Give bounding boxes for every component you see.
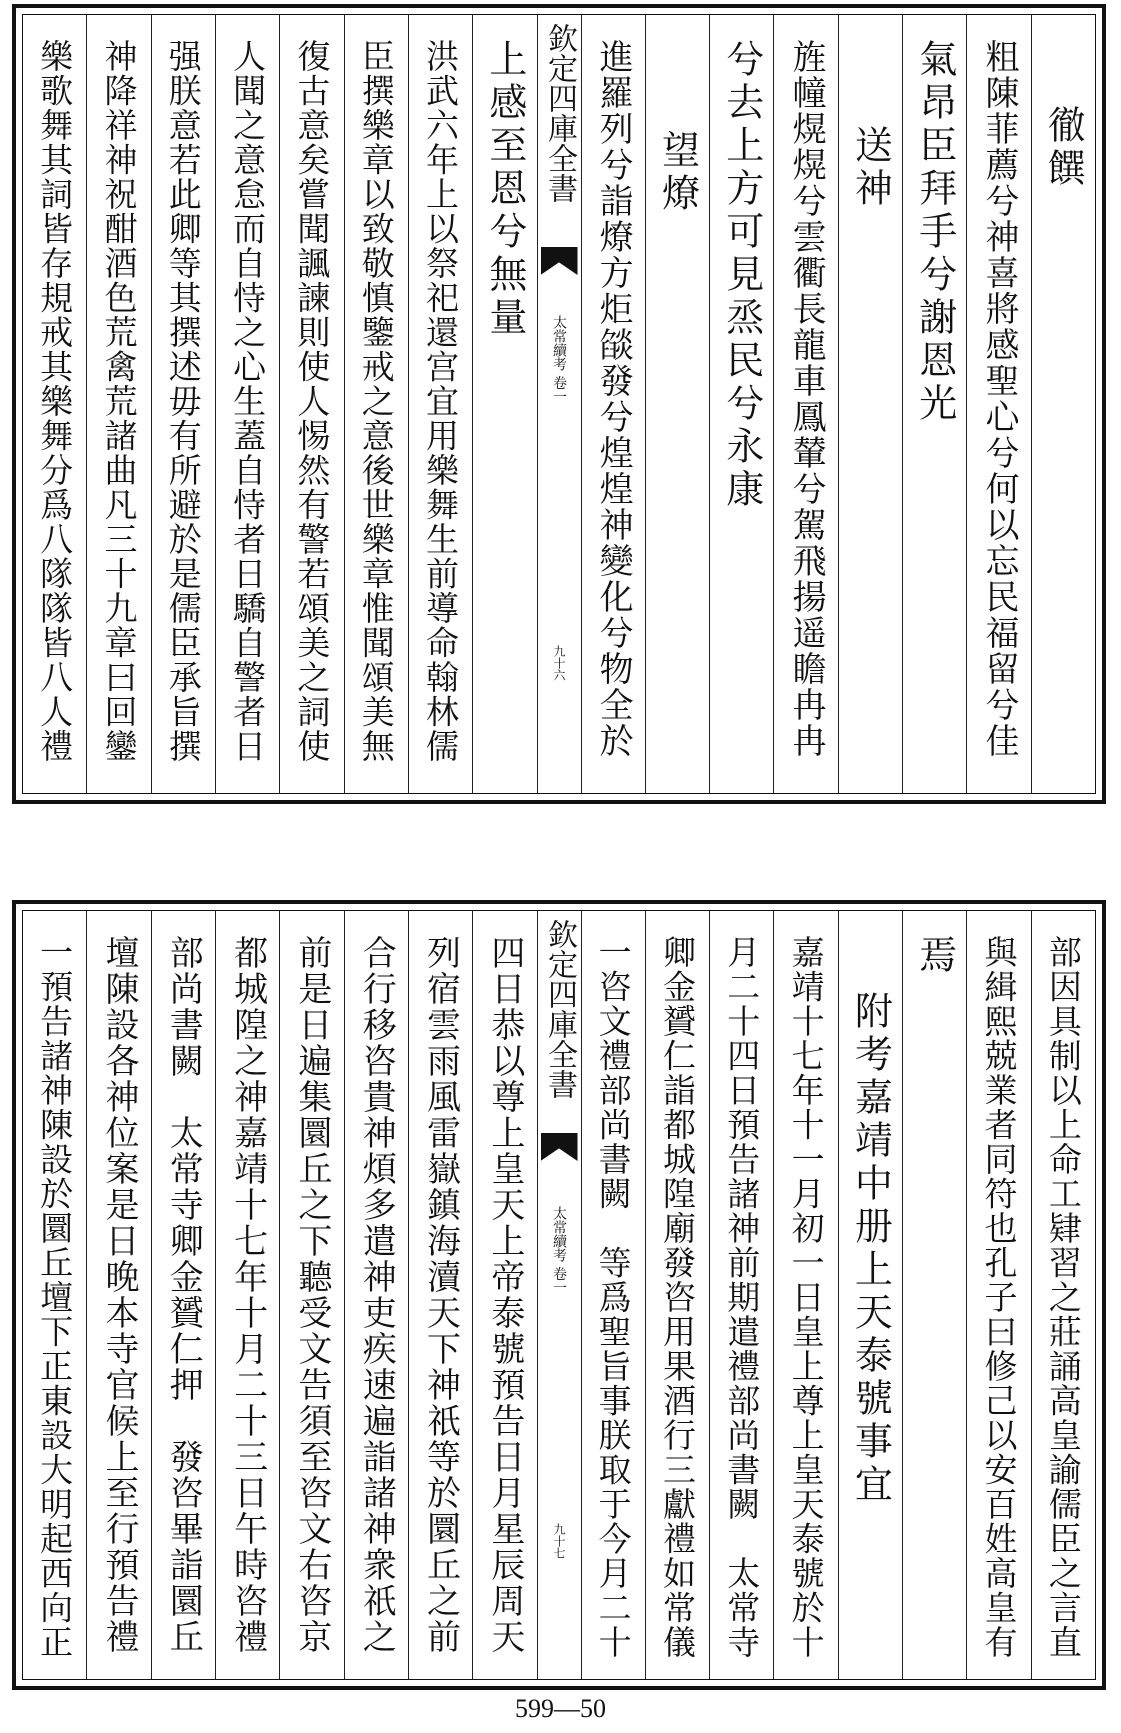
column-text: 旌幢熀熀兮雲衢長龍車鳳輦兮駕飛揚遥瞻冉冉 (786, 39, 827, 759)
column-text: 卿金贇仁詣都城隍廟發咨用果酒行三獻禮如常儀 (657, 935, 697, 1660)
column-text: 進羅列兮詣燎方炬燄發兮煌煌神變化兮物全於 (593, 39, 634, 759)
column-text: 嘉靖十七年十一月初一日皇上尊上皇天泰號於十 (786, 935, 826, 1660)
column-text: 人聞之意怠而自恃之心生蓋自恃者日驕自警者日 (228, 39, 268, 764)
gutter-title: 欽定四庫全書 (542, 919, 577, 1099)
text-column (279, 15, 343, 793)
gutter-book-title: 太常續考 卷一 (551, 315, 567, 404)
gutter-title: 欽定四庫全書 (542, 23, 577, 203)
column-text: 附考嘉靖中册上天泰號事宜 (848, 991, 893, 1507)
column-text: 壇陳設各神位案是日晚本寺官候上至行預告禮 (98, 935, 139, 1655)
upper-page-panel (12, 4, 1106, 804)
text-column (23, 911, 86, 1679)
column-text: 前是日遍集圜丘之下聽受文告須至咨文右咨京 (291, 935, 332, 1655)
text-column (408, 15, 472, 793)
page-number: 599—50 (515, 1694, 606, 1723)
text-column (86, 15, 150, 793)
text-column (472, 15, 536, 793)
column-text: 洪武六年上以祭祀還宫宜用樂舞生前導命翰林儒 (421, 39, 461, 764)
column-text: 氣昂臣拜手兮謝恩光 (912, 39, 957, 426)
upper-page-frame (22, 14, 1096, 794)
text-column (773, 911, 837, 1679)
lower-page-frame (22, 910, 1096, 1680)
column-text: 復古意矣嘗聞諷諫則使人惕然有警若頌美之詞使 (292, 39, 332, 764)
text-column (966, 911, 1030, 1679)
column-text: 兮去上方可見烝民兮永康 (719, 39, 764, 512)
text-column (645, 911, 709, 1679)
column-text: 合行移咨貴神煩多遣神吏疾速遍詣諸神衆祇之 (356, 935, 397, 1655)
block-center-gutter (537, 911, 581, 1679)
text-column (581, 15, 645, 793)
column-text: 樂歌舞其詞皆存規戒其樂舞分爲八隊隊皆八人禮 (35, 39, 75, 764)
column-text: 部尚書闕 太常寺卿金贇仁押 發咨畢詣圜丘 (163, 935, 204, 1655)
gutter-book-title: 太常續考 卷一 (551, 1206, 567, 1295)
column-text: 粗陳菲薦兮神喜將感聖心兮何以忘民福留兮佳 (979, 39, 1020, 759)
text-column (966, 15, 1030, 793)
text-column (838, 15, 902, 793)
text-column (408, 911, 472, 1679)
text-column (902, 15, 966, 793)
text-column (23, 15, 86, 793)
text-column (215, 15, 279, 793)
text-column (344, 15, 408, 793)
column-text: 月二十四日預告諸神前期遣禮部尚書闕 太常寺 (722, 935, 762, 1660)
lower-page-panel (12, 900, 1106, 1690)
text-column (709, 911, 773, 1679)
column-text: 四日恭以尊上皇天上帝泰號預告日月星辰周天 (484, 935, 525, 1655)
gutter-page-number: 九十六 (552, 645, 566, 681)
fishtail-mark (541, 1133, 578, 1161)
column-text: 一咨文禮部尚書闕 等爲聖旨事朕取于今月二十 (593, 935, 633, 1660)
column-text: 上感至恩兮無量 (482, 39, 527, 340)
column-text: 臣撰樂章以致敬慎鑒戒之意後世樂章惟聞頌美無 (356, 39, 396, 764)
column-text: 都城隍之神嘉靖十七年十月二十三日午時咨禮 (227, 935, 268, 1655)
text-column (151, 15, 215, 793)
text-column (838, 911, 902, 1679)
gutter-page-number: 九十七 (552, 1523, 566, 1559)
text-column (472, 911, 536, 1679)
column-text: 望燎 (655, 130, 700, 216)
column-text: 徹饌 (1041, 105, 1086, 191)
text-column (709, 15, 773, 793)
text-column (645, 15, 709, 793)
text-column (86, 911, 150, 1679)
column-text: 一預告諸神陳設於圜丘壇下正東設大明起西向正 (35, 935, 75, 1660)
column-text: 强朕意若此卿等其撰述毋有所避於是儒臣承旨撰 (163, 39, 203, 764)
text-column (1031, 15, 1095, 793)
text-column (581, 911, 645, 1679)
column-text: 神降祥神祝酣酒色荒禽荒諸曲凡三十九章曰回鑾 (99, 39, 139, 764)
text-column (902, 911, 966, 1679)
text-column (1031, 911, 1095, 1679)
fishtail-mark (541, 247, 578, 275)
column-text: 列宿雲雨風雷嶽鎮海瀆天下神祇等於圜丘之前 (420, 935, 461, 1655)
column-text: 送神 (848, 125, 893, 211)
text-column (344, 911, 408, 1679)
column-text: 部因具制以上命工肄習之莊誦高皇諭儒臣之言直 (1043, 935, 1083, 1660)
column-text: 與緝熙兢業者同符也孔子曰修己以安百姓高皇有 (979, 935, 1019, 1660)
block-center-gutter (537, 15, 581, 793)
text-column (215, 911, 279, 1679)
text-column (151, 911, 215, 1679)
text-column (773, 15, 837, 793)
column-text: 焉 (912, 935, 957, 978)
text-column (279, 911, 343, 1679)
